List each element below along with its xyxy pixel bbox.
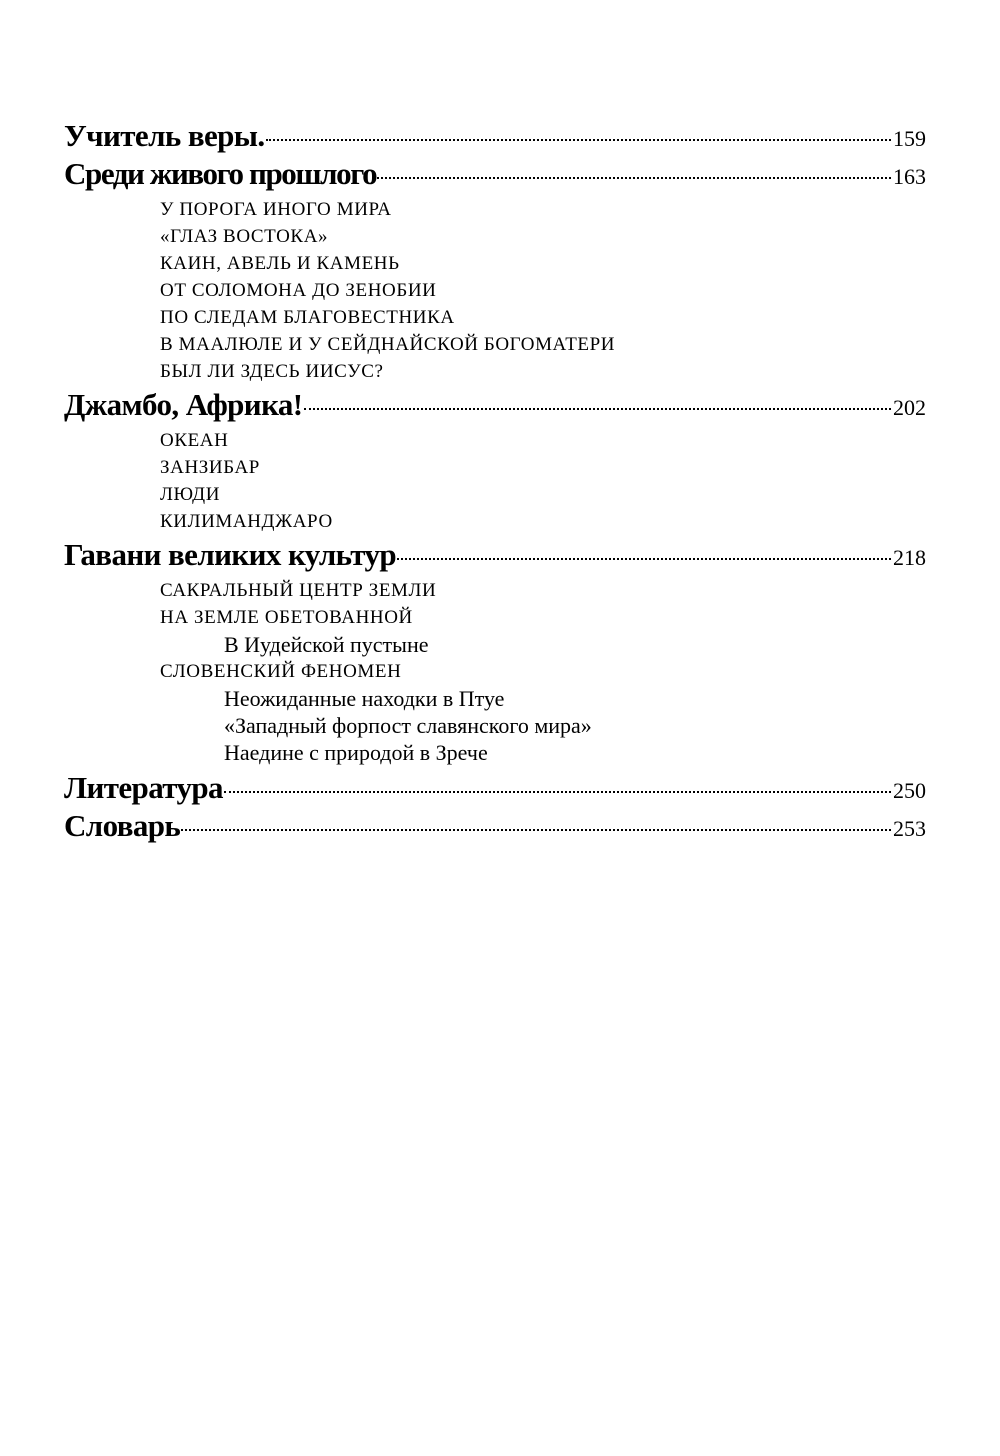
toc-entry-title: Гавани великих культур [64,537,397,572]
table-of-contents [64,118,926,844]
subsection-item: КИЛИМАНДЖАРО [160,511,333,532]
toc-entry-title: Джамбо, Африка! [64,387,303,422]
toc-entry-living-past [64,156,926,192]
toc-entry-title: Литература [64,770,223,805]
subsection-item: САКРАЛЬНЫЙ ЦЕНТР ЗЕМЛИ [160,580,437,601]
toc-entry-title: Среди живого прошлого [64,156,377,191]
subsection-item: «ГЛАЗ ВОСТОКА» [160,226,329,247]
subsubsection-item: «Западный форпост славянского мира» [224,713,592,738]
subsubsection-item: Неожиданные находки в Птуе [224,686,505,711]
subsubsection-item: В Иудейской пустыне [224,632,429,657]
dot-leader [181,829,891,831]
subsection-list [64,577,926,766]
toc-entry-title: Словарь [64,808,181,843]
subsection-list [64,196,926,385]
dot-leader [224,791,891,793]
subsection-item: БЫЛ ЛИ ЗДЕСЬ ИИСУС? [160,361,384,382]
toc-entry-jambo-africa [64,387,926,423]
subsubsection-item: Наедине с природой в Зрече [224,740,488,765]
subsection-item: СЛОВЕНСКИЙ ФЕНОМЕН [160,661,402,682]
toc-entry-harbors-of-cultures [64,537,926,573]
subsection-item: В МААЛЮЛЕ И У СЕЙДНАЙСКОЙ БОГОМАТЕРИ [160,334,616,355]
toc-entry-teacher-of-faith [64,118,926,154]
subsection-list [64,427,926,535]
toc-entry-page: 202 [893,395,926,420]
toc-entry-page: 159 [893,126,926,151]
dot-leader [266,139,891,141]
dot-leader [304,408,892,410]
subsection-item: ОТ СОЛОМОНА ДО ЗЕНОБИИ [160,280,437,301]
dot-leader [377,177,891,179]
subsection-item: ЛЮДИ [160,484,221,505]
subsection-item: НА ЗЕМЛЕ ОБЕТОВАННОЙ [160,607,413,628]
subsection-item: У ПОРОГА ИНОГО МИРА [160,199,392,220]
toc-entry-title: Учитель веры. [64,118,265,153]
subsection-item: ОКЕАН [160,430,229,451]
subsection-item: ПО СЛЕДАМ БЛАГОВЕСТНИКА [160,307,455,328]
toc-entry-page: 163 [893,164,926,189]
subsection-item: ЗАНЗИБАР [160,457,260,478]
toc-entry-page: 218 [893,545,926,570]
toc-entry-literature [64,770,926,806]
subsection-item: КАИН, АВЕЛЬ И КАМЕНЬ [160,253,400,274]
toc-entry-page: 253 [893,816,926,841]
dot-leader [397,558,891,560]
toc-entry-page: 250 [893,778,926,803]
toc-entry-dictionary [64,808,926,844]
